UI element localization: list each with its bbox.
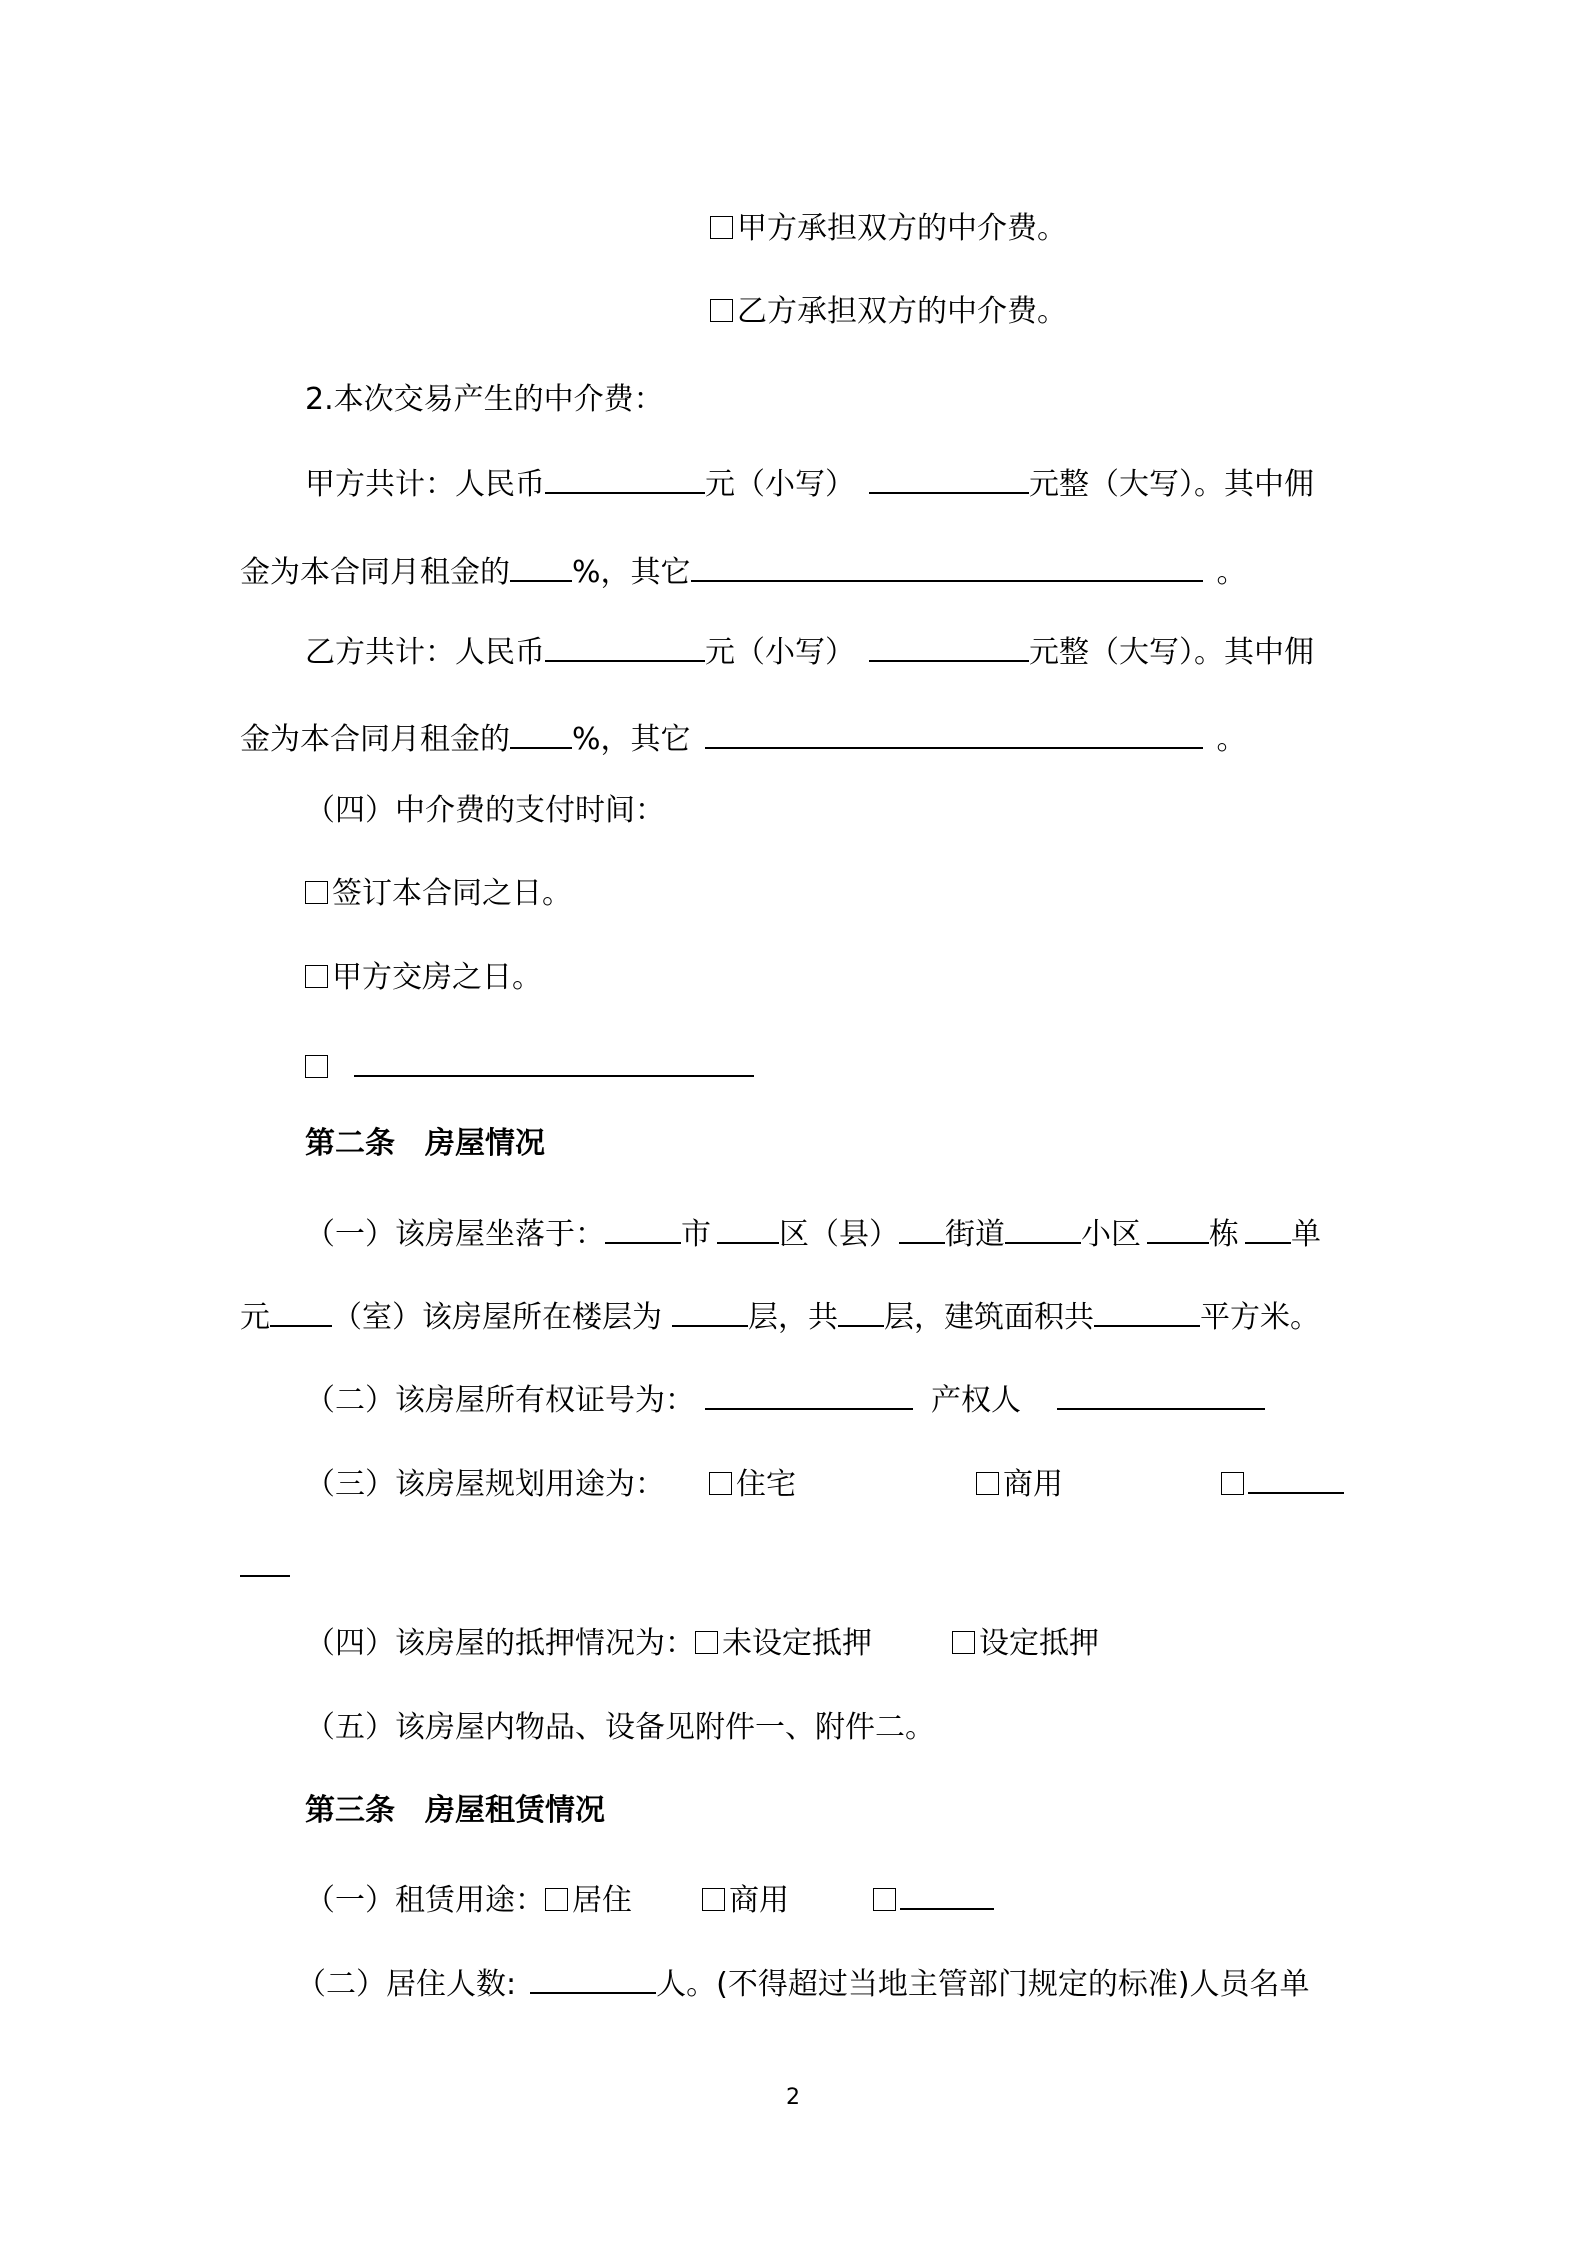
party-a-line-2: 金为本合同月租金的 %，其它 。 [240,546,1247,586]
checkbox[interactable] [709,1472,732,1495]
checkbox[interactable] [545,1888,568,1911]
checkbox[interactable] [695,1631,718,1654]
district-field[interactable] [717,1208,779,1244]
party-b-line: 乙方共计：人民币 元（小写） 元整（大写）。其中佣 [305,626,1314,666]
building-field[interactable] [1147,1208,1209,1244]
party-b-pct-field[interactable] [510,713,572,749]
street-field[interactable] [899,1208,945,1244]
lease-use-line: （一）租赁用途： 居住 商用 [305,1874,994,1914]
fee-bearer-option-b: 乙方承担双方的中介费。 [710,292,1067,332]
party-a-other-field[interactable] [691,546,1203,582]
page-number: 2 [786,2085,800,2110]
unit-field[interactable] [1245,1208,1291,1244]
party-a-amount-field[interactable] [545,458,705,494]
checkbox[interactable] [305,881,328,904]
article-2-heading: 第二条 房屋情况 [305,1126,545,1161]
lease-use-other-field[interactable] [900,1874,994,1910]
fee-produced-heading: 2.本次交易产生的中介费： [305,382,664,417]
location-line: （一）该房屋坐落于： 市 区（县） 街道 小区 栋 单 [305,1208,1321,1248]
planned-use-other-field[interactable] [1248,1458,1344,1494]
items-line: （五）该房屋内物品、设备见附件一、附件二。 [305,1710,935,1745]
occupants-field[interactable] [530,1958,656,1994]
owner-field[interactable] [1057,1374,1265,1410]
cert-number-field[interactable] [705,1374,913,1410]
cert-line: （二）该房屋所有权证号为： 产权人 [305,1374,1265,1414]
checkbox[interactable] [952,1631,975,1654]
total-floors-field[interactable] [838,1291,884,1327]
room-field[interactable] [270,1291,332,1327]
checkbox[interactable] [710,299,733,322]
party-a-pct-field[interactable] [510,546,572,582]
community-field[interactable] [1005,1208,1081,1244]
location-line-2: 元 （室）该房屋所在楼层为 层，共 层，建筑面积共 平方米。 [240,1291,1320,1331]
checkbox[interactable] [1221,1472,1244,1495]
planned-use-line-2 [240,1541,290,1581]
checkbox[interactable] [873,1888,896,1911]
payment-time-option-handover: 甲方交房之日。 [305,958,542,998]
occupants-line: （二）居住人数: 人。(不得超过当地主管部门规定的标准)人员名单 [296,1958,1310,1998]
payment-time-option-other [305,1041,754,1081]
payment-time-option-sign: 签订本合同之日。 [305,874,572,914]
checkbox[interactable] [702,1888,725,1911]
party-b-amount-field[interactable] [545,626,705,662]
party-a-amount-capital-field[interactable] [869,458,1029,494]
city-field[interactable] [605,1208,681,1244]
party-a-line: 甲方共计：人民币 元（小写） 元整（大写）。其中佣 [305,458,1314,498]
checkbox[interactable] [305,965,328,988]
payment-time-other-field[interactable] [354,1041,754,1077]
party-b-line-2: 金为本合同月租金的 %，其它 。 [240,713,1247,753]
payment-time-heading: （四）中介费的支付时间： [305,793,665,828]
checkbox[interactable] [710,216,733,239]
planned-use-other-field-cont[interactable] [240,1541,290,1577]
article-3-heading: 第三条 房屋租赁情况 [305,1793,605,1828]
area-field[interactable] [1094,1291,1200,1327]
mortgage-line: （四）该房屋的抵押情况为： 未设定抵押 设定抵押 [305,1626,1099,1661]
party-b-other-field[interactable] [705,713,1203,749]
checkbox[interactable] [305,1055,328,1078]
planned-use-line: （三）该房屋规划用途为： 住宅 商用 [305,1458,1344,1498]
checkbox[interactable] [976,1472,999,1495]
party-b-amount-capital-field[interactable] [869,626,1029,662]
floor-field[interactable] [672,1291,748,1327]
fee-bearer-option-a: 甲方承担双方的中介费。 [710,209,1067,249]
